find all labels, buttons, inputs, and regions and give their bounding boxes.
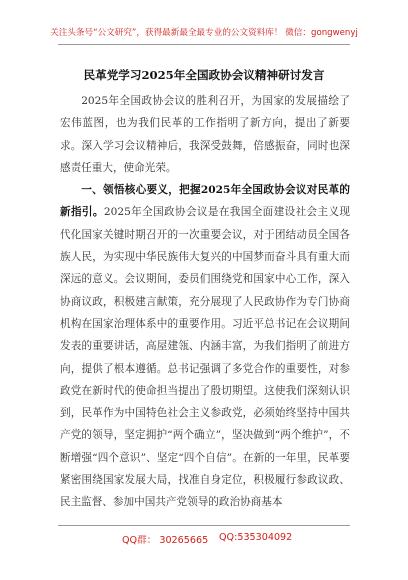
section-heading: 一、领悟核心要义，把握2025年全国政协会议对民革的新指引。 — [60, 184, 350, 219]
document-title: 民革党学习2025年全国政协会议精神研讨发言 — [83, 68, 325, 82]
footer-qq-contact: QQ:535304092 — [219, 532, 293, 543]
paragraph-intro — [60, 90, 350, 179]
paragraph-intro-text: 2025年全国政协会议的胜利召开，为国家的发展描绘了宏伟蓝图，也为我们民革的工作指明了新方向，提出了新要求。深入学习会议精神后，我深受鼓舞，倍感振奋，同时也深感责任重大，使命光荣。 — [60, 95, 350, 174]
paragraph-section-1-text: 2025年全国政协会议是在我国全面建设社会主义现代化国家关键时期召开的一次重要会议，对于团结动员全国各族人民，为实现中华民族伟大复兴的中国梦而奋斗具有重大而深远的意义。会议期间，委员们围绕党和国家中心工作，深入协商议政，积极建言献策，充分展现了人民政协作为专门协商机构在国家治理体系中的重要作用。习近平总书记在会议期间发表的重要讲话，高屋建瓴、内涵丰富，为我们指明了前进方向，提供了根本遵循。总书记强调了多党合作的重要性，对参政党在新时代的使命担当提出了殷切期望。这使我们深刻认识到，民革作为中国特色社会主义参政党，必须始终坚持中国共产党的领导，坚定拥护“两个确立”，坚决做到“两个维护”，不断增强“四个意识”、坚定“四个自信”。在新的一年里，民革要紧密围绕国家发展大局，找准自身定位，积极履行参政议政、民主监督、参加中国共产党领导的政治协商基本 — [60, 206, 350, 509]
paragraph-section-1 — [60, 179, 350, 513]
header-promo-note: 关注头条号“公文研究”，获得最新最全最专业的公文资料库！ 微信：gongwenyj — [50, 28, 358, 38]
header-divider — [58, 44, 350, 45]
footer-qq-group: QQ群： 30265665 — [122, 535, 209, 546]
document-body — [60, 90, 350, 514]
footer-divider — [58, 525, 350, 526]
